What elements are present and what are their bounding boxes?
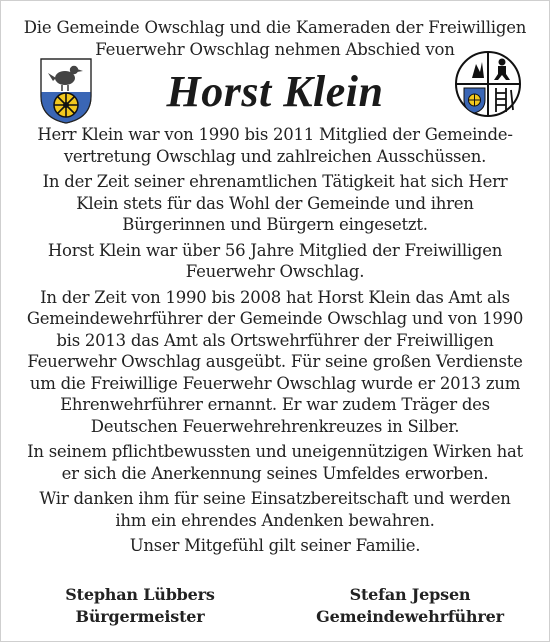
- intro-line-1: Die Gemeinde Owschlag und die Kameraden der Freiwilligen: [23, 18, 527, 37]
- paragraph: In der Zeit seiner ehrenamtlichen Tätigkeit hat sich Herr Klein stets für das Wohl der Gemeinde und ihren Bürgerinnen und Bürgern eingesetzt.: [42, 172, 508, 234]
- signature-name: Stephan Lübbers: [65, 585, 215, 604]
- paragraph: Horst Klein war über 56 Jahre Mitglied der Freiwilligen Feuerwehr Owschlag.: [47, 240, 503, 281]
- signature-name: Stefan Jepsen: [349, 585, 471, 604]
- signature-mayor: [45, 584, 235, 628]
- signature-fire-chief: [305, 584, 515, 628]
- signature-title: Bürgermeister: [75, 607, 205, 626]
- paragraph: In der Zeit von 1990 bis 2008 hat Horst Klein das Amt als Gemeindewehrführer der Gemeinde Owschlag und von 1990 bis 2013 das Amt als Ortswehrführer der Freiwilligen Feuerwehr Owschlag ausgeübt. Für seine großen Verdienste um die Freiwillige Feuerwehr Owschlag wurde er 2013 zum Ehrenwehrführer ernannt. Er war zudem Träger des Deutschen Feuerwehrehrenkreuzes in Silber.: [26, 287, 524, 436]
- paragraph: Herr Klein war von 1990 bis 2011 Mitglied der Gemeinde-vertretung Owschlag und zahlreichen Ausschüssen.: [37, 125, 513, 166]
- signature-title: Gemeindewehrführer: [316, 607, 504, 626]
- intro-line-2: Feuerwehr Owschlag nehmen Abschied von: [95, 40, 455, 59]
- deceased-name: Horst Klein: [166, 67, 384, 116]
- paragraph: Wir danken ihm für seine Einsatzbereitschaft und werden ihm ein ehrendes Andenken bewahren.: [39, 489, 511, 530]
- obituary-body: [24, 124, 526, 561]
- paragraph: Unser Mitgefühl gilt seiner Familie.: [129, 536, 421, 555]
- paragraph: In seinem pflichtbewussten und uneigennützigen Wirken hat er sich die Anerkennung seines Umfeldes erworben.: [27, 442, 523, 483]
